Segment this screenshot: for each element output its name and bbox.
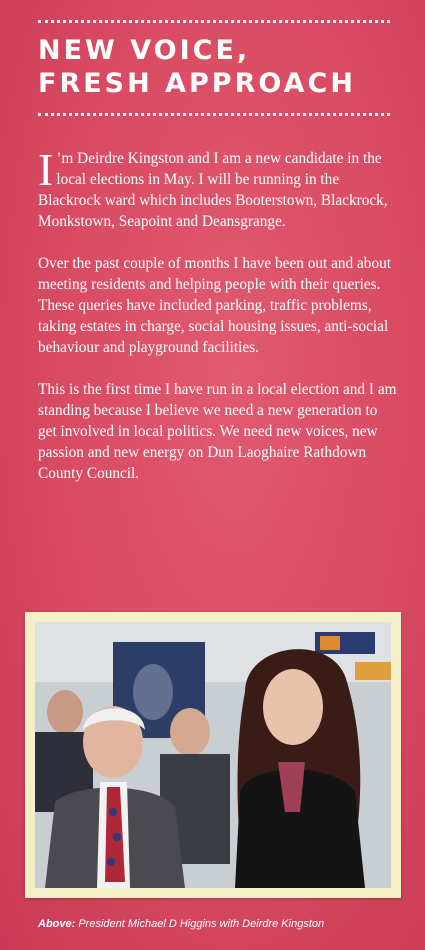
paragraph-1 <box>38 144 398 232</box>
paragraph-2: Over the past couple of months I have been out and about meeting residents and helping people with their queries. These queries have included parking, traffic problems, taking estates in charge, social housing issues, anti-social behaviour and playground facilities. <box>38 255 392 356</box>
drop-cap: I <box>38 144 54 195</box>
top-dotted-rule <box>38 20 390 23</box>
photo <box>35 622 391 888</box>
caption-label: Above: <box>38 918 76 930</box>
paragraph-1-text: ’m Deirdre Kingston and I am a new candidate in the local elections in May. I will be running in the Blackrock ward which includes Booterstown, Blackrock, Monkstown, Seapoint and Deansgrange. <box>38 150 388 230</box>
photo-caption <box>38 918 398 930</box>
headline <box>38 34 398 100</box>
bottom-dotted-rule <box>38 113 390 116</box>
article-body <box>38 144 398 505</box>
paragraph-3: This is the first time I have run in a local election and I am standing because I believe we need a new generation to get involved in local politics. We need new voices, new passion and new energy on Dun Laoghaire Rathdown County Council. <box>38 381 397 482</box>
caption-text: President Michael D Higgins with Deirdre Kingston <box>75 918 325 930</box>
photo-frame <box>25 612 401 898</box>
headline-line-2: FRESH APPROACH <box>38 68 356 99</box>
headline-line-1: NEW VOICE, <box>38 35 251 66</box>
photo-illustration <box>35 622 391 888</box>
